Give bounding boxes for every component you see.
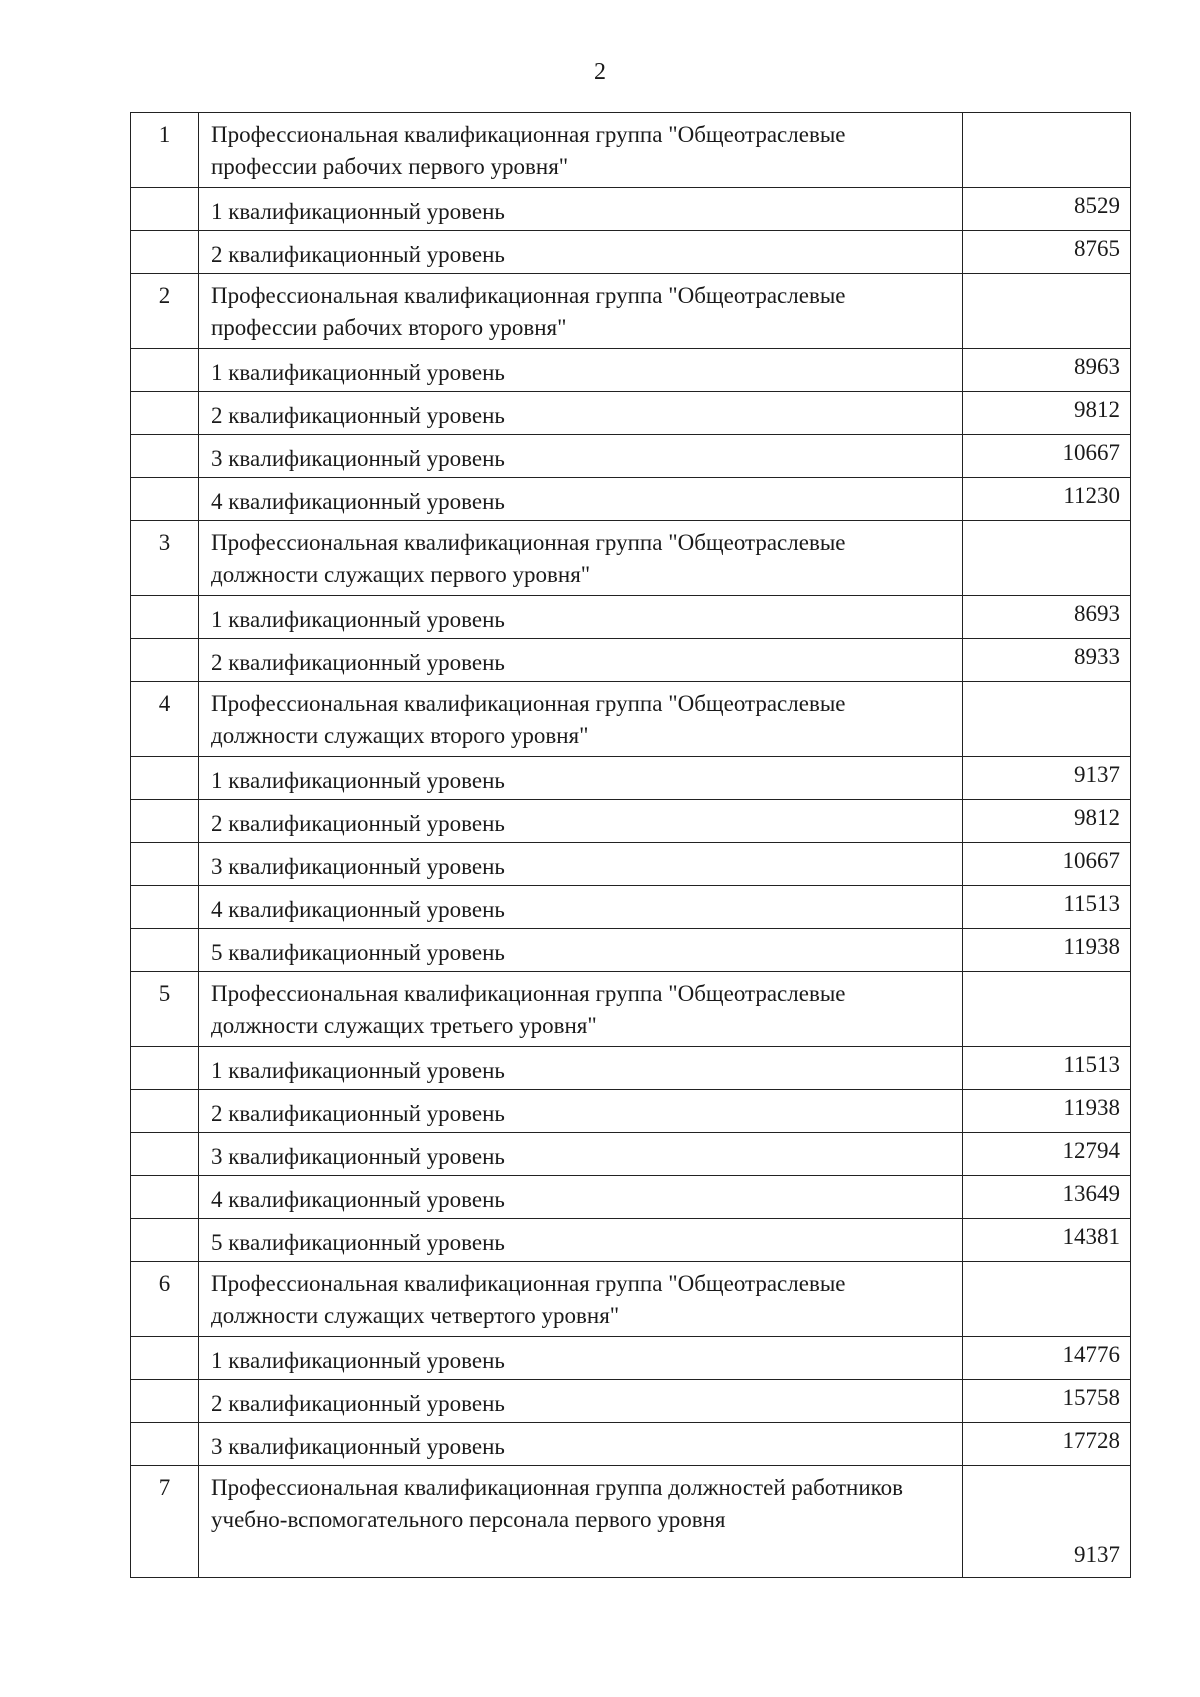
salary-value: 10667 (963, 435, 1131, 478)
row-number: 3 (131, 521, 199, 596)
level-name: 4 квалификационный уровень (199, 886, 963, 929)
group-name: Профессиональная квалификационная группа "Общеотраслевые должности служащих первого уровня" (199, 521, 963, 596)
level-name: 3 квалификационный уровень (199, 1423, 963, 1466)
level-name: 3 квалификационный уровень (199, 843, 963, 886)
level-name: 4 квалификационный уровень (199, 1176, 963, 1219)
salary-value: 14381 (963, 1219, 1131, 1262)
salary-value: 14776 (963, 1337, 1131, 1380)
salary-value: 9137 (963, 1466, 1131, 1578)
salary-value: 17728 (963, 1423, 1131, 1466)
level-row (131, 1047, 1131, 1090)
group-row (131, 1262, 1131, 1337)
level-row (131, 1337, 1131, 1380)
level-row (131, 596, 1131, 639)
table-body (131, 113, 1131, 1578)
salary-value: 10667 (963, 843, 1131, 886)
level-name: 1 квалификационный уровень (199, 188, 963, 231)
row-number (131, 596, 199, 639)
level-row (131, 929, 1131, 972)
row-number: 1 (131, 113, 199, 188)
salary-value: 11513 (963, 1047, 1131, 1090)
level-row (131, 392, 1131, 435)
level-row (131, 1176, 1131, 1219)
row-number (131, 886, 199, 929)
row-number (131, 478, 199, 521)
level-row (131, 1423, 1131, 1466)
salary-value: 8933 (963, 639, 1131, 682)
level-name: 4 квалификационный уровень (199, 478, 963, 521)
salary-value: 8963 (963, 349, 1131, 392)
group-name: Профессиональная квалификационная группа должностей работников учебно-вспомогательного персонала первого уровня (199, 1466, 963, 1578)
level-row (131, 1380, 1131, 1423)
row-number (131, 757, 199, 800)
row-number: 2 (131, 274, 199, 349)
group-name: Профессиональная квалификационная группа "Общеотраслевые должности служащих третьего уровня" (199, 972, 963, 1047)
salary-value: 13649 (963, 1176, 1131, 1219)
row-number (131, 639, 199, 682)
row-number (131, 349, 199, 392)
level-name: 2 квалификационный уровень (199, 231, 963, 274)
group-name: Профессиональная квалификационная группа "Общеотраслевые профессии рабочих первого уровня" (199, 113, 963, 188)
row-number (131, 1133, 199, 1176)
group-row (131, 972, 1131, 1047)
level-name: 5 квалификационный уровень (199, 929, 963, 972)
level-row (131, 188, 1131, 231)
level-row (131, 349, 1131, 392)
level-row (131, 1133, 1131, 1176)
level-row (131, 1090, 1131, 1133)
group-row (131, 521, 1131, 596)
row-number (131, 1423, 199, 1466)
salary-value: 11938 (963, 1090, 1131, 1133)
salary-value: 9137 (963, 757, 1131, 800)
row-number (131, 1337, 199, 1380)
level-name: 1 квалификационный уровень (199, 1047, 963, 1090)
level-name: 1 квалификационный уровень (199, 596, 963, 639)
row-number (131, 1047, 199, 1090)
row-number (131, 1176, 199, 1219)
level-name: 2 квалификационный уровень (199, 392, 963, 435)
group-name: Профессиональная квалификационная группа "Общеотраслевые должности служащих четвертого уровня" (199, 1262, 963, 1337)
salary-value: 8529 (963, 188, 1131, 231)
salary-value: 11938 (963, 929, 1131, 972)
page-number: 2 (594, 59, 606, 85)
salary-value (963, 1262, 1131, 1337)
group-row (131, 274, 1131, 349)
row-number (131, 392, 199, 435)
level-row (131, 757, 1131, 800)
level-name: 1 квалификационный уровень (199, 1337, 963, 1380)
salary-table (130, 112, 1131, 1578)
row-number: 6 (131, 1262, 199, 1337)
salary-value (963, 972, 1131, 1047)
level-name: 2 квалификационный уровень (199, 639, 963, 682)
level-name: 3 квалификационный уровень (199, 435, 963, 478)
row-number (131, 843, 199, 886)
salary-value: 15758 (963, 1380, 1131, 1423)
row-number: 4 (131, 682, 199, 757)
group-row (131, 113, 1131, 188)
row-number (131, 929, 199, 972)
level-row (131, 639, 1131, 682)
row-number (131, 231, 199, 274)
row-number: 7 (131, 1466, 199, 1578)
level-row (131, 843, 1131, 886)
level-row (131, 435, 1131, 478)
row-number: 5 (131, 972, 199, 1047)
salary-value: 9812 (963, 800, 1131, 843)
row-number (131, 188, 199, 231)
group-name: Профессиональная квалификационная группа "Общеотраслевые профессии рабочих второго уровня" (199, 274, 963, 349)
row-number (131, 800, 199, 843)
level-name: 2 квалификационный уровень (199, 1380, 963, 1423)
level-name: 2 квалификационный уровень (199, 800, 963, 843)
level-row (131, 800, 1131, 843)
group-row (131, 682, 1131, 757)
salary-value: 11513 (963, 886, 1131, 929)
level-row (131, 231, 1131, 274)
level-name: 1 квалификационный уровень (199, 349, 963, 392)
level-name: 1 квалификационный уровень (199, 757, 963, 800)
level-row (131, 1219, 1131, 1262)
level-name: 3 квалификационный уровень (199, 1133, 963, 1176)
salary-value: 8765 (963, 231, 1131, 274)
row-number (131, 1380, 199, 1423)
salary-value (963, 682, 1131, 757)
row-number (131, 1219, 199, 1262)
salary-value: 11230 (963, 478, 1131, 521)
salary-value: 12794 (963, 1133, 1131, 1176)
group-row (131, 1466, 1131, 1578)
row-number (131, 1090, 199, 1133)
salary-value (963, 274, 1131, 349)
salary-value (963, 113, 1131, 188)
row-number (131, 435, 199, 478)
level-row (131, 478, 1131, 521)
salary-value: 8693 (963, 596, 1131, 639)
level-name: 2 квалификационный уровень (199, 1090, 963, 1133)
level-name: 5 квалификационный уровень (199, 1219, 963, 1262)
level-row (131, 886, 1131, 929)
salary-value: 9812 (963, 392, 1131, 435)
salary-value (963, 521, 1131, 596)
group-name: Профессиональная квалификационная группа "Общеотраслевые должности служащих второго уровня" (199, 682, 963, 757)
